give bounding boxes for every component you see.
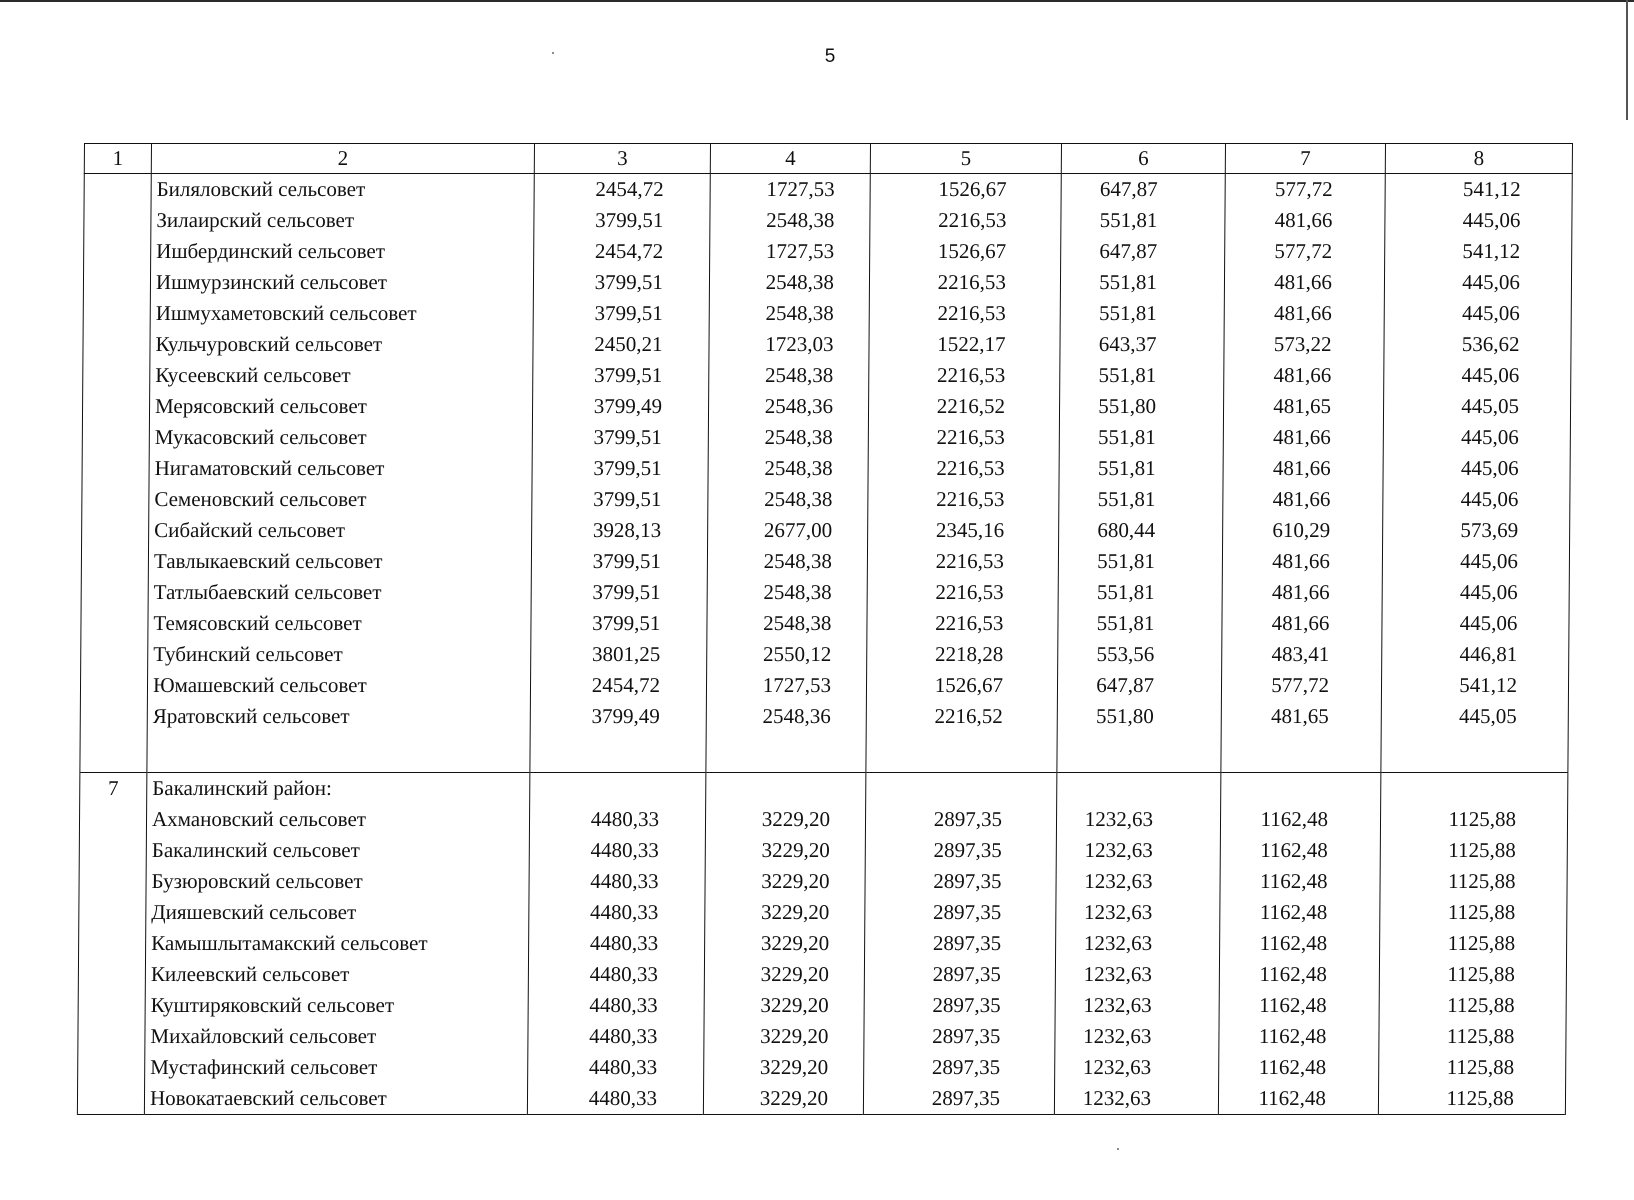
value-cell-col-4: 2548,38 bbox=[708, 453, 868, 484]
value-cell-col-5: 1526,67 bbox=[870, 174, 1061, 206]
value-cell-col-7: 481,66 bbox=[1225, 205, 1385, 236]
empty-cell bbox=[1221, 732, 1381, 773]
settlement-name: Мерясовский сельсовет bbox=[149, 391, 532, 422]
value-cell-col-8: 1125,88 bbox=[1379, 959, 1566, 990]
value-cell-col-5: 2216,53 bbox=[868, 453, 1059, 484]
table-row bbox=[82, 422, 1570, 453]
section-title-row bbox=[80, 773, 1568, 805]
value-cell-col-3: 3799,51 bbox=[534, 205, 710, 236]
table-row bbox=[81, 608, 1569, 639]
district-title: Бакалинский район: bbox=[147, 773, 530, 805]
value-cell-col-6: 1232,63 bbox=[1055, 959, 1219, 990]
empty-cell bbox=[147, 732, 530, 773]
value-cell-col-6: 553,56 bbox=[1058, 639, 1222, 670]
value-cell-col-4: 3229,20 bbox=[705, 866, 865, 897]
value-cell-col-7: 1162,48 bbox=[1219, 990, 1379, 1021]
empty-cell bbox=[1221, 773, 1381, 805]
value-cell-col-3: 4480,33 bbox=[528, 1052, 704, 1083]
table-header bbox=[84, 144, 1572, 174]
value-cell-col-6: 551,81 bbox=[1058, 608, 1222, 639]
value-cell-col-4: 2548,38 bbox=[707, 608, 867, 639]
value-cell-col-7: 481,66 bbox=[1223, 453, 1383, 484]
table-row bbox=[80, 670, 1568, 701]
table-row bbox=[79, 835, 1567, 866]
table-row bbox=[78, 1021, 1566, 1052]
empty-cell bbox=[706, 732, 866, 773]
settlement-name: Ишмухаметовский сельсовет bbox=[150, 298, 533, 329]
value-cell-col-5: 1522,17 bbox=[869, 329, 1060, 360]
section-index: 7 bbox=[77, 773, 147, 1115]
value-cell-col-3: 4480,33 bbox=[529, 866, 705, 897]
value-cell-col-4: 1723,03 bbox=[709, 329, 869, 360]
settlement-name: Куштиряковский сельсовет bbox=[145, 990, 528, 1021]
value-cell-col-4: 2548,38 bbox=[709, 298, 869, 329]
value-cell-col-3: 2450,21 bbox=[533, 329, 709, 360]
empty-cell bbox=[1381, 773, 1568, 805]
settlement-name: Бакалинский сельсовет bbox=[146, 835, 529, 866]
table-row bbox=[80, 701, 1568, 732]
settlement-name: Яратовский сельсовет bbox=[147, 701, 530, 732]
value-cell-col-8: 445,06 bbox=[1382, 546, 1569, 577]
column-number-6: 6 bbox=[1061, 144, 1225, 174]
value-cell-col-5: 2216,52 bbox=[866, 701, 1057, 732]
table-row bbox=[83, 329, 1571, 360]
value-cell-col-4: 3229,20 bbox=[705, 897, 865, 928]
value-cell-col-7: 1162,48 bbox=[1220, 928, 1380, 959]
settlement-name: Новокатаевский сельсовет bbox=[144, 1083, 527, 1115]
column-number-7: 7 bbox=[1225, 144, 1385, 174]
value-cell-col-8: 1125,88 bbox=[1379, 990, 1566, 1021]
value-cell-col-4: 3229,20 bbox=[705, 804, 865, 835]
table-row bbox=[82, 515, 1570, 546]
value-cell-col-6: 551,81 bbox=[1059, 484, 1223, 515]
value-cell-col-5: 2216,53 bbox=[867, 608, 1058, 639]
tariff-table bbox=[77, 143, 1573, 1115]
value-cell-col-6: 551,81 bbox=[1060, 267, 1224, 298]
settlement-name: Нигаматовский сельсовет bbox=[149, 453, 532, 484]
value-cell-col-7: 481,65 bbox=[1223, 391, 1383, 422]
table-row bbox=[81, 639, 1569, 670]
value-cell-col-8: 445,06 bbox=[1384, 360, 1571, 391]
value-cell-col-3: 3799,51 bbox=[532, 453, 708, 484]
value-cell-col-7: 481,65 bbox=[1221, 701, 1381, 732]
value-cell-col-8: 573,69 bbox=[1383, 515, 1570, 546]
value-cell-col-8: 1125,88 bbox=[1379, 1021, 1566, 1052]
value-cell-col-4: 1727,53 bbox=[710, 174, 870, 206]
value-cell-col-6: 1232,63 bbox=[1055, 990, 1219, 1021]
value-cell-col-4: 2548,38 bbox=[708, 422, 868, 453]
table-section bbox=[77, 773, 1568, 1115]
value-cell-col-4: 3229,20 bbox=[705, 928, 865, 959]
table-row bbox=[77, 1083, 1565, 1115]
settlement-name: Биляловский сельсовет bbox=[151, 174, 534, 206]
value-cell-col-8: 1125,88 bbox=[1380, 928, 1567, 959]
table-row bbox=[82, 453, 1570, 484]
value-cell-col-5: 1526,67 bbox=[870, 236, 1061, 267]
settlement-name: Тавлыкаевский сельсовет bbox=[148, 546, 531, 577]
empty-cell bbox=[866, 773, 1057, 805]
value-cell-col-8: 445,06 bbox=[1383, 484, 1570, 515]
value-cell-col-3: 3801,25 bbox=[531, 639, 707, 670]
table-row bbox=[79, 804, 1567, 835]
table-row bbox=[84, 205, 1572, 236]
value-cell-col-3: 4480,33 bbox=[529, 804, 705, 835]
table-section bbox=[80, 174, 1572, 773]
value-cell-col-4: 2548,36 bbox=[708, 391, 868, 422]
header-row bbox=[84, 144, 1572, 174]
value-cell-col-3: 3799,51 bbox=[531, 577, 707, 608]
table-row bbox=[78, 959, 1566, 990]
settlement-name: Темясовский сельсовет bbox=[148, 608, 531, 639]
value-cell-col-8: 1125,88 bbox=[1380, 804, 1567, 835]
value-cell-col-3: 4480,33 bbox=[529, 928, 705, 959]
value-cell-col-5: 2897,35 bbox=[864, 1021, 1055, 1052]
value-cell-col-7: 481,66 bbox=[1223, 422, 1383, 453]
value-cell-col-6: 551,81 bbox=[1060, 298, 1224, 329]
value-cell-col-3: 3799,51 bbox=[531, 608, 707, 639]
value-cell-col-5: 2216,53 bbox=[868, 484, 1059, 515]
spacer-row bbox=[80, 732, 1568, 773]
settlement-name: Семеновский сельсовет bbox=[149, 484, 532, 515]
settlement-name: Кусеевский сельсовет bbox=[150, 360, 533, 391]
value-cell-col-5: 2216,52 bbox=[868, 391, 1059, 422]
column-number-3: 3 bbox=[534, 144, 710, 174]
value-cell-col-3: 2454,72 bbox=[534, 174, 710, 206]
settlement-name: Дияшевский сельсовет bbox=[146, 897, 529, 928]
column-number-1: 1 bbox=[84, 144, 151, 174]
table-row bbox=[79, 897, 1567, 928]
settlement-name: Килеевский сельсовет bbox=[145, 959, 528, 990]
empty-cell bbox=[866, 732, 1057, 773]
value-cell-col-4: 2548,38 bbox=[710, 205, 870, 236]
value-cell-col-7: 577,72 bbox=[1221, 670, 1381, 701]
value-cell-col-7: 573,22 bbox=[1224, 329, 1384, 360]
column-number-4: 4 bbox=[710, 144, 870, 174]
table-row bbox=[83, 267, 1571, 298]
value-cell-col-5: 2216,53 bbox=[869, 267, 1060, 298]
value-cell-col-8: 445,06 bbox=[1384, 267, 1571, 298]
value-cell-col-6: 680,44 bbox=[1059, 515, 1223, 546]
settlement-name: Кульчуровский сельсовет bbox=[150, 329, 533, 360]
value-cell-col-6: 1232,63 bbox=[1056, 928, 1220, 959]
value-cell-col-7: 610,29 bbox=[1223, 515, 1383, 546]
value-cell-col-7: 481,66 bbox=[1222, 608, 1382, 639]
value-cell-col-3: 3799,51 bbox=[532, 422, 708, 453]
value-cell-col-7: 481,66 bbox=[1224, 360, 1384, 391]
value-cell-col-3: 2454,72 bbox=[530, 670, 706, 701]
value-cell-col-3: 3799,51 bbox=[533, 267, 709, 298]
settlement-name: Сибайский сельсовет bbox=[149, 515, 532, 546]
value-cell-col-5: 2216,53 bbox=[868, 422, 1059, 453]
settlement-name: Мукасовский сельсовет bbox=[149, 422, 532, 453]
table-row bbox=[83, 298, 1571, 329]
value-cell-col-6: 1232,63 bbox=[1056, 866, 1220, 897]
table-row bbox=[79, 866, 1567, 897]
value-cell-col-3: 3799,51 bbox=[533, 298, 709, 329]
value-cell-col-7: 1162,48 bbox=[1219, 959, 1379, 990]
value-cell-col-8: 541,12 bbox=[1385, 174, 1572, 206]
empty-cell bbox=[530, 773, 706, 805]
value-cell-col-6: 551,81 bbox=[1060, 360, 1224, 391]
scan-speck bbox=[1117, 1148, 1119, 1150]
value-cell-col-5: 2218,28 bbox=[867, 639, 1058, 670]
value-cell-col-8: 536,62 bbox=[1384, 329, 1571, 360]
settlement-name: Татлыбаевский сельсовет bbox=[148, 577, 531, 608]
value-cell-col-4: 3229,20 bbox=[705, 835, 865, 866]
value-cell-col-6: 551,81 bbox=[1061, 205, 1225, 236]
value-cell-col-6: 551,81 bbox=[1059, 422, 1223, 453]
value-cell-col-6: 647,87 bbox=[1061, 174, 1225, 206]
value-cell-col-5: 2216,53 bbox=[867, 546, 1058, 577]
value-cell-col-5: 2897,35 bbox=[865, 866, 1056, 897]
value-cell-col-6: 1232,63 bbox=[1055, 1052, 1219, 1083]
value-cell-col-3: 4480,33 bbox=[528, 990, 704, 1021]
settlement-name: Ишмурзинский сельсовет bbox=[150, 267, 533, 298]
empty-cell bbox=[1057, 732, 1221, 773]
value-cell-col-6: 1232,63 bbox=[1056, 835, 1220, 866]
value-cell-col-4: 2548,38 bbox=[709, 267, 869, 298]
value-cell-col-7: 1162,48 bbox=[1220, 804, 1380, 835]
table-row bbox=[83, 360, 1571, 391]
table-row bbox=[84, 236, 1572, 267]
page-number: 5 bbox=[824, 46, 836, 67]
settlement-name: Мустафинский сельсовет bbox=[145, 1052, 528, 1083]
value-cell-col-8: 1125,88 bbox=[1380, 835, 1567, 866]
table-row bbox=[78, 990, 1566, 1021]
value-cell-col-6: 551,81 bbox=[1058, 546, 1222, 577]
value-cell-col-6: 551,80 bbox=[1057, 701, 1221, 732]
value-cell-col-7: 577,72 bbox=[1225, 236, 1385, 267]
value-cell-col-5: 2897,35 bbox=[865, 835, 1056, 866]
table-row bbox=[78, 1052, 1566, 1083]
settlement-name: Тубинский сельсовет bbox=[148, 639, 531, 670]
value-cell-col-5: 2216,53 bbox=[870, 205, 1061, 236]
table-row bbox=[81, 546, 1569, 577]
value-cell-col-5: 2897,35 bbox=[864, 990, 1055, 1021]
column-number-2: 2 bbox=[151, 144, 534, 174]
value-cell-col-5: 2897,35 bbox=[863, 1083, 1054, 1115]
section-index bbox=[80, 174, 151, 773]
value-cell-col-4: 3229,20 bbox=[704, 1021, 864, 1052]
settlement-name: Зилаирский сельсовет bbox=[151, 205, 534, 236]
value-cell-col-6: 551,81 bbox=[1058, 577, 1222, 608]
value-cell-col-8: 445,05 bbox=[1381, 701, 1568, 732]
settlement-name: Ахмановский сельсовет bbox=[146, 804, 529, 835]
value-cell-col-7: 481,66 bbox=[1224, 267, 1384, 298]
value-cell-col-8: 445,05 bbox=[1383, 391, 1570, 422]
value-cell-col-4: 2548,38 bbox=[707, 546, 867, 577]
value-cell-col-5: 2216,53 bbox=[869, 360, 1060, 391]
value-cell-col-8: 445,06 bbox=[1382, 608, 1569, 639]
table-row bbox=[82, 391, 1570, 422]
value-cell-col-4: 3229,20 bbox=[704, 959, 864, 990]
value-cell-col-4: 3229,20 bbox=[704, 1052, 864, 1083]
settlement-name: Юмашевский сельсовет bbox=[147, 670, 530, 701]
value-cell-col-7: 483,41 bbox=[1222, 639, 1382, 670]
value-cell-col-5: 2216,53 bbox=[867, 577, 1058, 608]
value-cell-col-6: 1232,63 bbox=[1054, 1083, 1218, 1115]
value-cell-col-8: 1125,88 bbox=[1378, 1083, 1565, 1115]
value-cell-col-4: 1727,53 bbox=[710, 236, 870, 267]
value-cell-col-5: 1526,67 bbox=[866, 670, 1057, 701]
table-row bbox=[82, 484, 1570, 515]
value-cell-col-5: 2216,53 bbox=[869, 298, 1060, 329]
value-cell-col-8: 445,06 bbox=[1383, 453, 1570, 484]
value-cell-col-3: 2454,72 bbox=[534, 236, 710, 267]
value-cell-col-3: 3799,51 bbox=[531, 546, 707, 577]
empty-cell bbox=[530, 732, 706, 773]
value-cell-col-5: 2897,35 bbox=[865, 928, 1056, 959]
value-cell-col-8: 1125,88 bbox=[1380, 866, 1567, 897]
value-cell-col-6: 1232,63 bbox=[1055, 1021, 1219, 1052]
value-cell-col-4: 2548,38 bbox=[709, 360, 869, 391]
table-row bbox=[84, 174, 1572, 206]
value-cell-col-3: 4480,33 bbox=[529, 835, 705, 866]
column-number-8: 8 bbox=[1385, 144, 1572, 174]
value-cell-col-4: 2550,12 bbox=[707, 639, 867, 670]
value-cell-col-3: 3928,13 bbox=[532, 515, 708, 546]
value-cell-col-3: 4480,33 bbox=[528, 959, 704, 990]
value-cell-col-6: 551,80 bbox=[1059, 391, 1223, 422]
value-cell-col-5: 2897,35 bbox=[865, 804, 1056, 835]
value-cell-col-8: 1125,88 bbox=[1380, 897, 1567, 928]
column-number-5: 5 bbox=[870, 144, 1061, 174]
value-cell-col-3: 4480,33 bbox=[527, 1083, 703, 1115]
value-cell-col-7: 481,66 bbox=[1222, 577, 1382, 608]
value-cell-col-5: 2897,35 bbox=[864, 1052, 1055, 1083]
value-cell-col-3: 4480,33 bbox=[529, 897, 705, 928]
value-cell-col-7: 481,66 bbox=[1224, 298, 1384, 329]
value-cell-col-8: 1125,88 bbox=[1379, 1052, 1566, 1083]
settlement-name: Ишбердинский сельсовет bbox=[151, 236, 534, 267]
value-cell-col-7: 1162,48 bbox=[1220, 897, 1380, 928]
value-cell-col-7: 1162,48 bbox=[1218, 1083, 1378, 1115]
value-cell-col-6: 1232,63 bbox=[1056, 804, 1220, 835]
scan-border-top bbox=[0, 0, 1634, 2]
value-cell-col-4: 2548,36 bbox=[706, 701, 866, 732]
value-cell-col-4: 2677,00 bbox=[708, 515, 868, 546]
value-cell-col-6: 1232,63 bbox=[1056, 897, 1220, 928]
value-cell-col-4: 1727,53 bbox=[706, 670, 866, 701]
value-cell-col-6: 647,87 bbox=[1061, 236, 1225, 267]
value-cell-col-8: 445,06 bbox=[1384, 298, 1571, 329]
value-cell-col-5: 2345,16 bbox=[868, 515, 1059, 546]
value-cell-col-8: 541,12 bbox=[1385, 236, 1572, 267]
value-cell-col-4: 3229,20 bbox=[704, 990, 864, 1021]
settlement-name: Бузюровский сельсовет bbox=[146, 866, 529, 897]
empty-cell bbox=[1381, 732, 1568, 773]
settlement-name: Камышлытамакский сельсовет bbox=[146, 928, 529, 959]
value-cell-col-7: 1162,48 bbox=[1220, 866, 1380, 897]
value-cell-col-6: 643,37 bbox=[1060, 329, 1224, 360]
value-cell-col-7: 481,66 bbox=[1222, 546, 1382, 577]
table-row bbox=[79, 928, 1567, 959]
value-cell-col-7: 481,66 bbox=[1223, 484, 1383, 515]
settlement-name: Михайловский сельсовет bbox=[145, 1021, 528, 1052]
value-cell-col-7: 1162,48 bbox=[1219, 1052, 1379, 1083]
value-cell-col-5: 2897,35 bbox=[865, 897, 1056, 928]
empty-cell bbox=[706, 773, 866, 805]
value-cell-col-4: 2548,38 bbox=[708, 484, 868, 515]
table-row bbox=[81, 577, 1569, 608]
value-cell-col-8: 445,06 bbox=[1382, 577, 1569, 608]
value-cell-col-7: 1162,48 bbox=[1220, 835, 1380, 866]
value-cell-col-3: 4480,33 bbox=[528, 1021, 704, 1052]
value-cell-col-3: 3799,49 bbox=[532, 391, 708, 422]
value-cell-col-4: 2548,38 bbox=[707, 577, 867, 608]
value-cell-col-3: 3799,49 bbox=[530, 701, 706, 732]
value-cell-col-8: 445,06 bbox=[1385, 205, 1572, 236]
value-cell-col-4: 3229,20 bbox=[703, 1083, 863, 1115]
empty-cell bbox=[1057, 773, 1221, 805]
value-cell-col-3: 3799,51 bbox=[533, 360, 709, 391]
value-cell-col-6: 647,87 bbox=[1057, 670, 1221, 701]
value-cell-col-8: 446,81 bbox=[1382, 639, 1569, 670]
value-cell-col-8: 445,06 bbox=[1383, 422, 1570, 453]
value-cell-col-7: 577,72 bbox=[1225, 174, 1385, 206]
value-cell-col-5: 2897,35 bbox=[864, 959, 1055, 990]
value-cell-col-6: 551,81 bbox=[1059, 453, 1223, 484]
value-cell-col-8: 541,12 bbox=[1381, 670, 1568, 701]
value-cell-col-3: 3799,51 bbox=[532, 484, 708, 515]
value-cell-col-7: 1162,48 bbox=[1219, 1021, 1379, 1052]
